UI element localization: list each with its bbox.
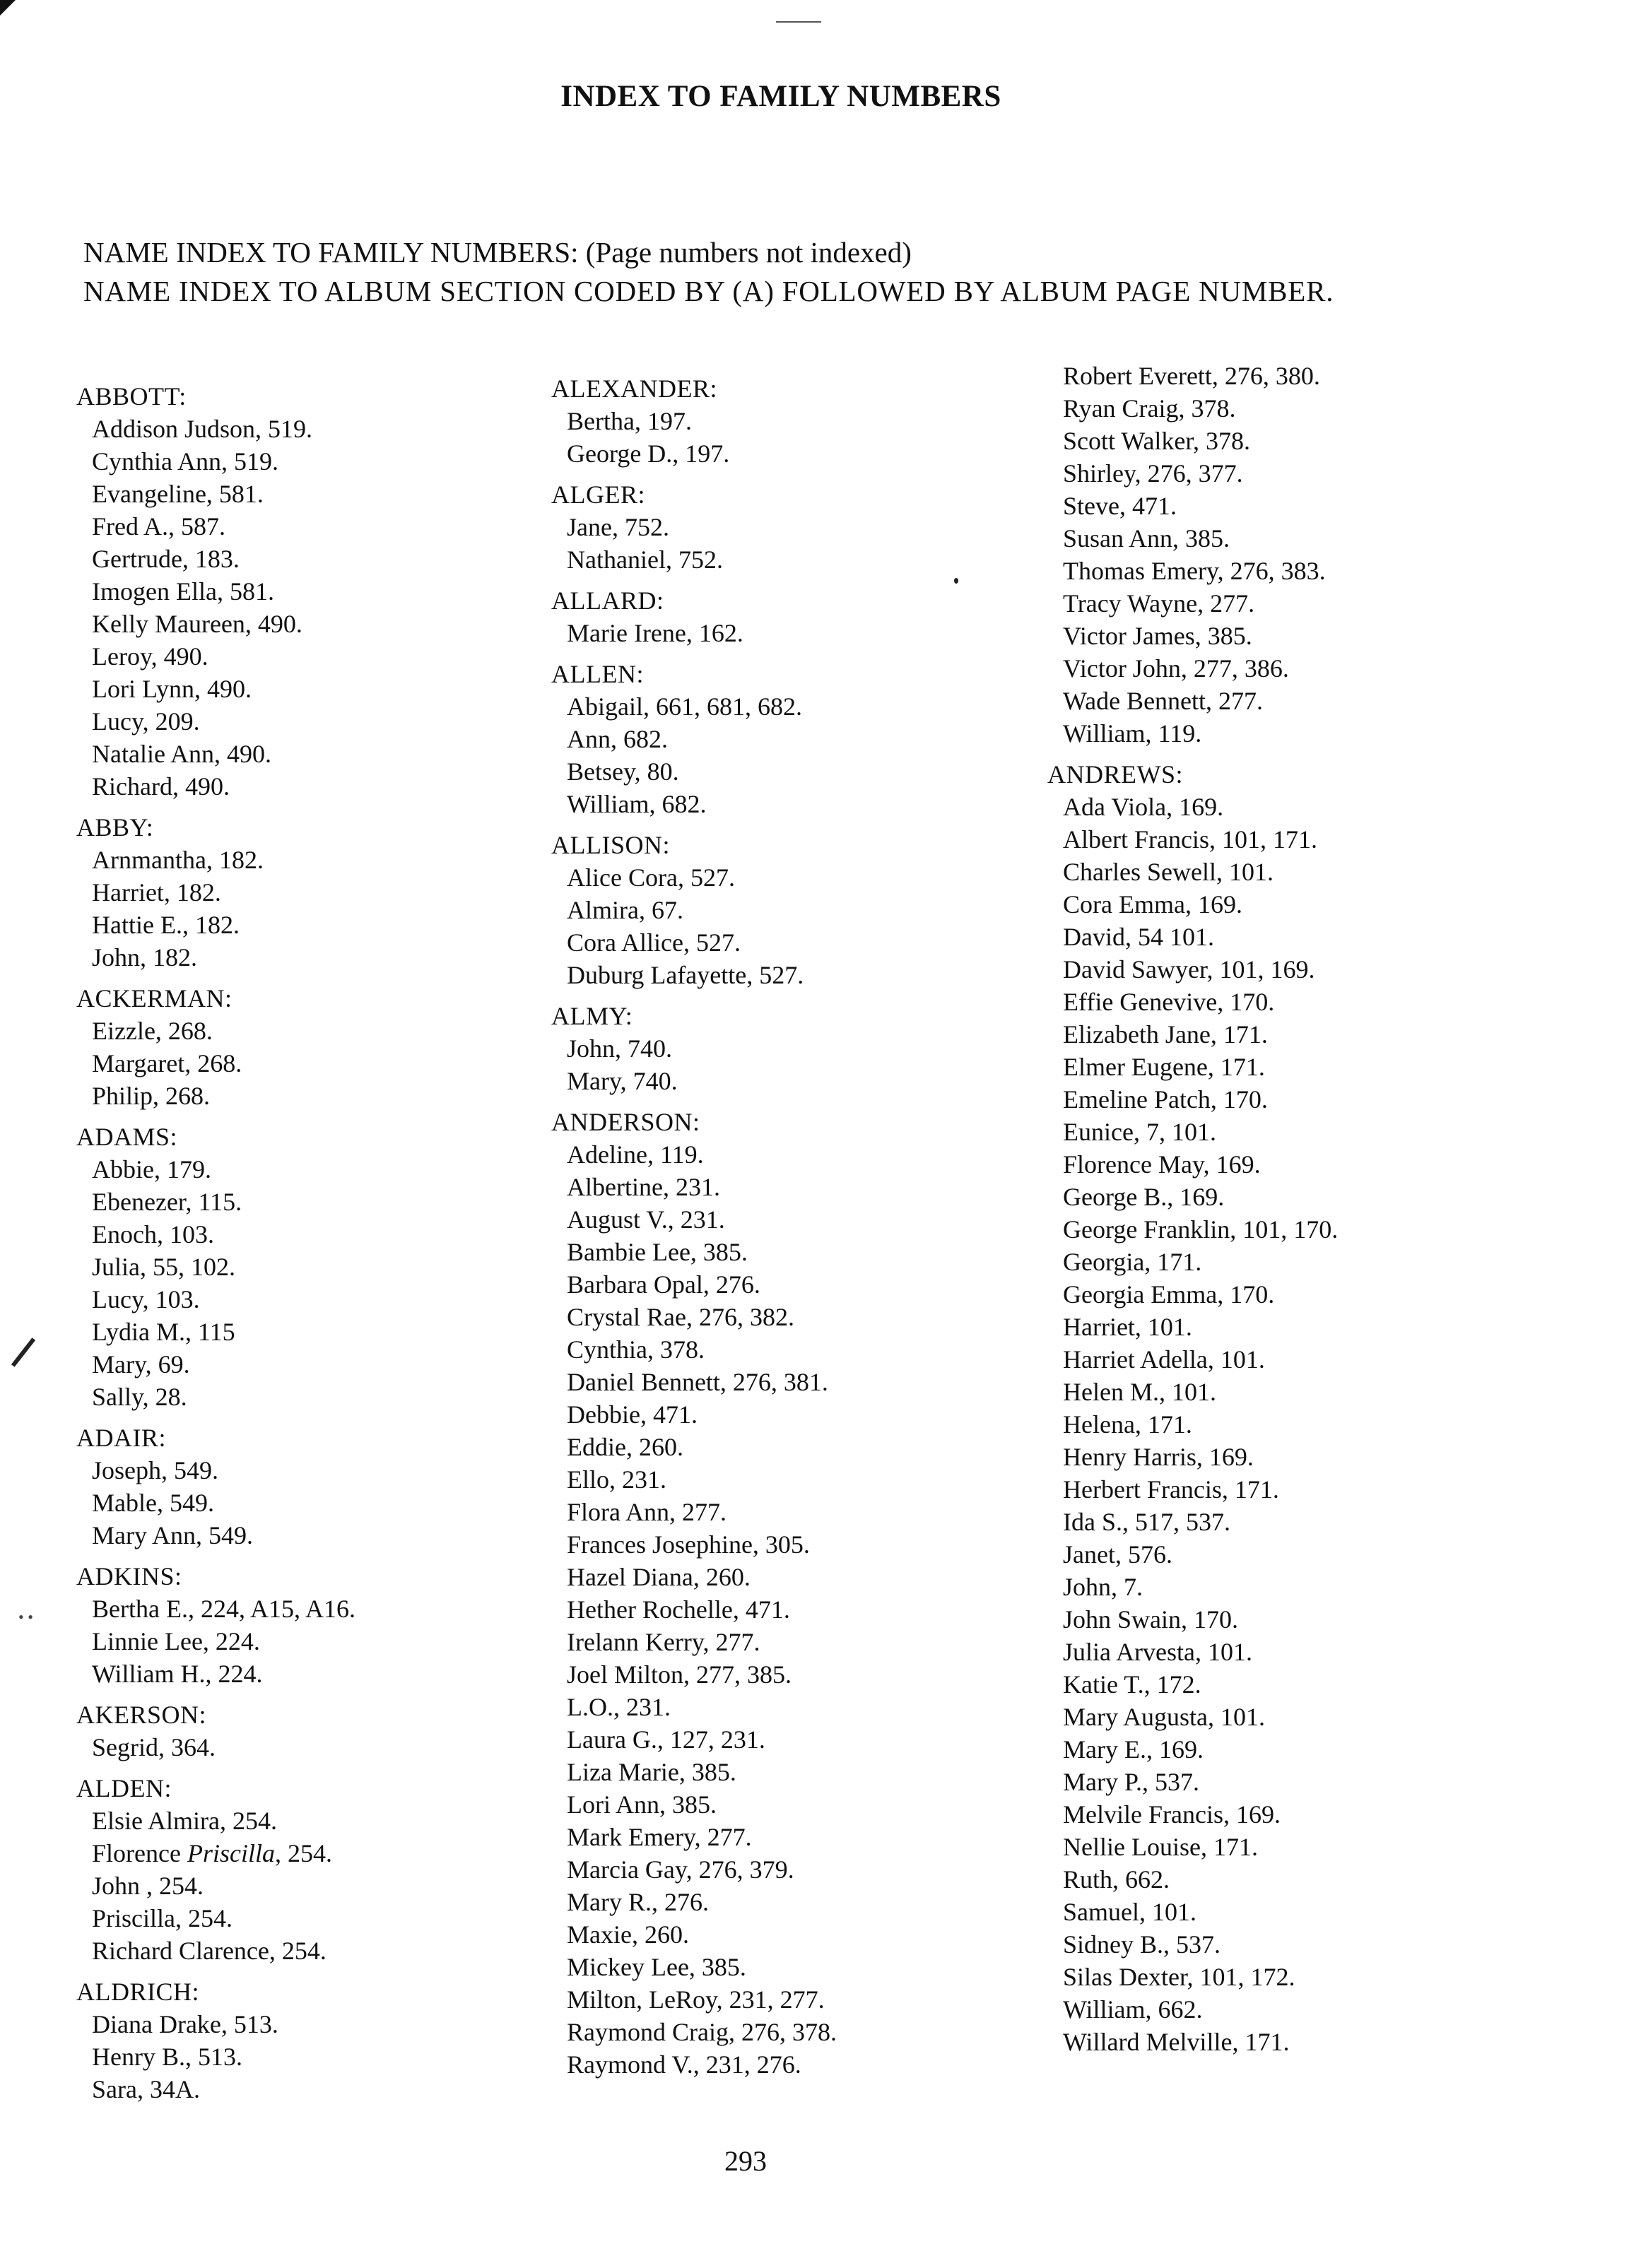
index-entry: John, 740. (567, 1034, 673, 1063)
index-entry: George D., 197. (567, 439, 730, 468)
surname-heading: ADAMS: (76, 1123, 178, 1151)
index-entry: William, 119. (1063, 719, 1202, 748)
index-entry: Abigail, 661, 681, 682. (567, 692, 802, 721)
index-entry: Irelann Kerry, 277. (567, 1628, 760, 1656)
index-intro (83, 233, 1334, 311)
index-entry: Daniel Bennett, 276, 381. (567, 1368, 828, 1396)
index-entry: Susan Ann, 385. (1063, 524, 1230, 553)
index-entry: Mary Ann, 549. (92, 1521, 253, 1549)
index-entry: Liza Marie, 385. (567, 1758, 736, 1786)
index-entry: Duburg Lafayette, 527. (567, 961, 804, 989)
index-entry: Almira, 67. (567, 896, 683, 924)
index-entry: Imogen Ella, 581. (92, 577, 274, 606)
index-entry: Milton, LeRoy, 231, 277. (567, 1985, 825, 2014)
surname-group (76, 1699, 355, 1764)
margin-dots: • • (18, 1608, 33, 1626)
index-entry: Bambie Lee, 385. (567, 1238, 748, 1266)
index-entry: Herbert Francis, 171. (1063, 1475, 1279, 1504)
surname-heading: ADKINS: (76, 1562, 182, 1590)
surname-heading: ALMY: (551, 1002, 633, 1030)
index-entry: Julia, 55, 102. (92, 1253, 235, 1281)
index-entry: Mary E., 169. (1063, 1735, 1204, 1764)
index-entry: Henry Harris, 169. (1063, 1443, 1254, 1471)
index-entry: Linnie Lee, 224. (92, 1627, 260, 1655)
index-entry: Lucy, 209. (92, 707, 200, 736)
index-entry: Betsey, 80. (567, 757, 679, 786)
scan-speck (954, 578, 958, 584)
surname-heading: ALLISON: (551, 831, 670, 859)
surname-heading: ANDREWS: (1047, 760, 1183, 789)
index-entry: Hattie E., 182. (92, 911, 240, 939)
index-entry: Bertha E., 224, A15, A16. (92, 1595, 355, 1623)
index-entry: Cora Emma, 169. (1063, 890, 1242, 919)
index-entry: Diana Drake, 513. (92, 2010, 278, 2038)
index-entry: Elsie Almira, 254. (92, 1807, 277, 1835)
index-entry: Ann, 682. (567, 725, 668, 753)
index-entry: Elmer Eugene, 171. (1063, 1053, 1265, 1081)
index-entry: John, 7. (1063, 1573, 1143, 1601)
index-entry: Ruth, 662. (1063, 1865, 1170, 1894)
index-entry: Florence May, 169. (1063, 1150, 1261, 1179)
index-entry: Helena, 171. (1063, 1410, 1192, 1439)
index-entry: Harriet Adella, 101. (1063, 1345, 1265, 1374)
scan-top-dash (776, 21, 821, 23)
surname-group (76, 1772, 355, 1967)
surname-heading: ABBY: (76, 813, 154, 841)
surname-group (76, 1560, 355, 1690)
surname-group (1047, 758, 1338, 2058)
index-entry: Ebenezer, 115. (92, 1188, 242, 1216)
index-entry: Leroy, 490. (92, 642, 208, 671)
surname-group (1047, 360, 1338, 750)
index-entry: Julia Arvesta, 101. (1063, 1638, 1252, 1666)
index-entry: John , 254. (92, 1872, 204, 1900)
index-entry: Eizzle, 268. (92, 1017, 213, 1045)
surname-group (76, 380, 355, 803)
index-entry: Margaret, 268. (92, 1049, 242, 1077)
index-entry: Sidney B., 537. (1063, 1930, 1221, 1959)
index-entry: Cora Allice, 527. (567, 928, 741, 957)
index-entry: Philip, 268. (92, 1082, 211, 1110)
index-entry: Harriet, 182. (92, 878, 221, 906)
page-title: INDEX TO FAMILY NUMBERS (560, 80, 1001, 113)
index-entry: Harriet, 101. (1063, 1313, 1192, 1341)
index-entry: Mickey Lee, 385. (567, 1953, 746, 1981)
scan-corner-mark (0, 0, 16, 16)
index-entry: Willard Melville, 171. (1063, 2028, 1290, 2056)
index-entry: Nellie Louise, 171. (1063, 1833, 1258, 1861)
index-entry: Fred A., 587. (92, 512, 225, 541)
index-entry: Richard Clarence, 254. (92, 1937, 327, 1965)
index-entry: Natalie Ann, 490. (92, 740, 271, 768)
surname-group (551, 1000, 837, 1097)
index-entry: Nathaniel, 752. (567, 545, 723, 574)
index-entry: John, 182. (92, 943, 198, 971)
index-entry: Cynthia Ann, 519. (92, 447, 279, 476)
index-entry: Adeline, 119. (567, 1140, 704, 1169)
index-entry: Mary R., 276. (567, 1888, 709, 1916)
surname-group (551, 372, 837, 470)
index-entry: Hether Rochelle, 471. (567, 1595, 790, 1624)
index-entry: Wade Bennett, 277. (1063, 687, 1264, 715)
index-entry: Marie Irene, 162. (567, 619, 743, 647)
index-entry: Addison Judson, 519. (92, 415, 313, 443)
index-entry: Frances Josephine, 305. (567, 1530, 810, 1559)
index-entry: Mary, 69. (92, 1350, 190, 1378)
index-entry: Abbie, 179. (92, 1155, 211, 1183)
surname-heading: ALDEN: (76, 1774, 172, 1802)
index-entry: Evangeline, 581. (92, 480, 264, 508)
index-column-2 (551, 372, 837, 2089)
index-entry: Tracy Wayne, 277. (1063, 589, 1255, 618)
index-entry: Victor James, 385. (1063, 622, 1252, 650)
index-entry: Thomas Emery, 276, 383. (1063, 557, 1326, 585)
index-entry: Eunice, 7, 101. (1063, 1118, 1216, 1146)
index-entry: Sally, 28. (92, 1383, 187, 1411)
index-entry: Lucy, 103. (92, 1285, 200, 1313)
surname-group (551, 829, 837, 991)
index-entry: Maxie, 260. (567, 1920, 689, 1949)
index-entry: Laura G., 127, 231. (567, 1725, 765, 1754)
index-entry: Joseph, 549. (92, 1456, 218, 1484)
index-entry: George Franklin, 101, 170. (1063, 1215, 1339, 1244)
index-entry: Georgia, 171. (1063, 1248, 1202, 1276)
index-entry: Crystal Rae, 276, 382. (567, 1303, 794, 1331)
index-entry: Eddie, 260. (567, 1433, 683, 1461)
index-entry: Elizabeth Jane, 171. (1063, 1020, 1268, 1049)
index-entry: George B., 169. (1063, 1183, 1225, 1211)
index-entry: August V., 231. (567, 1205, 725, 1234)
index-entry: Mable, 549. (92, 1489, 214, 1517)
index-entry: Albertine, 231. (567, 1173, 720, 1201)
index-entry: Lori Ann, 385. (567, 1790, 717, 1819)
index-entry: William, 682. (567, 790, 707, 818)
index-entry: Henry B., 513. (92, 2043, 242, 2071)
index-entry: Mary Augusta, 101. (1063, 1703, 1265, 1731)
surname-heading: ALGER: (551, 480, 645, 509)
surname-heading: ALLARD: (551, 586, 664, 615)
index-column-3 (1047, 360, 1338, 2067)
index-entry: Enoch, 103. (92, 1220, 214, 1248)
index-entry: David, 54 101. (1063, 923, 1214, 951)
index-entry: Jane, 752. (567, 513, 669, 541)
surname-group (551, 1106, 837, 2081)
index-entry: Ida S., 517, 537. (1063, 1508, 1230, 1536)
index-column-1 (76, 380, 355, 2114)
index-entry: Alice Cora, 527. (567, 863, 735, 892)
surname-group (551, 658, 837, 820)
index-entry: Victor John, 277, 386. (1063, 654, 1289, 683)
index-entry: Sara, 34A. (92, 2075, 200, 2103)
surname-heading: ADAIR: (76, 1424, 166, 1452)
surname-heading: ALEXANDER: (551, 374, 717, 403)
index-entry: Charles Sewell, 101. (1063, 858, 1274, 886)
index-entry: Lydia M., 115 (92, 1318, 235, 1346)
surname-group (551, 478, 837, 576)
surname-group (76, 982, 355, 1112)
index-entry: Kelly Maureen, 490. (92, 610, 302, 638)
index-entry: Gertrude, 183. (92, 545, 240, 573)
margin-pencil-mark (11, 1337, 35, 1367)
index-entry: Raymond Craig, 276, 378. (567, 2018, 837, 2046)
index-entry: Priscilla, 254. (92, 1904, 233, 1932)
surname-heading: ALDRICH: (76, 1978, 199, 2006)
index-entry: Flora Ann, 277. (567, 1498, 727, 1526)
index-entry: William H., 224. (92, 1660, 263, 1688)
index-entry: Mary, 740. (567, 1067, 678, 1095)
surname-heading: ACKERMAN: (76, 984, 233, 1012)
surname-heading: ALLEN: (551, 660, 644, 688)
surname-heading: ANDERSON: (551, 1108, 700, 1136)
index-entry: Barbara Opal, 276. (567, 1270, 760, 1299)
index-entry: Marcia Gay, 276, 379. (567, 1855, 794, 1884)
index-entry: Robert Everett, 276, 380. (1063, 362, 1320, 390)
index-entry: Georgia Emma, 170. (1063, 1280, 1275, 1309)
surname-group (76, 1121, 355, 1413)
index-entry: Effie Genevive, 170. (1063, 988, 1275, 1016)
index-entry: Janet, 576. (1063, 1540, 1172, 1569)
surname-heading: AKERSON: (76, 1701, 207, 1729)
index-entry: Melvile Francis, 169. (1063, 1800, 1281, 1829)
index-entry: Ada Viola, 169. (1063, 793, 1224, 821)
surname-heading: ABBOTT: (76, 382, 187, 411)
index-entry: Ryan Craig, 378. (1063, 394, 1236, 423)
index-entry: Debbie, 471. (567, 1400, 698, 1429)
surname-group (76, 1422, 355, 1552)
index-entry: Albert Francis, 101, 171. (1063, 825, 1317, 854)
index-entry: Silas Dexter, 101, 172. (1063, 1963, 1295, 1991)
intro-line: NAME INDEX TO FAMILY NUMBERS: (Page numbers not indexed) (83, 236, 912, 268)
surname-group (551, 584, 837, 649)
page-number: 293 (724, 2145, 767, 2177)
surname-group (76, 1975, 355, 2105)
index-entry: Samuel, 101. (1063, 1898, 1196, 1926)
index-entry: Hazel Diana, 260. (567, 1563, 751, 1591)
index-entry: Joel Milton, 277, 385. (567, 1660, 792, 1689)
index-entry: Ello, 231. (567, 1465, 666, 1494)
index-entry: William, 662. (1063, 1995, 1203, 2024)
index-entry: Arnmantha, 182. (92, 846, 264, 874)
index-entry: Richard, 490. (92, 772, 230, 801)
index-entry: Mark Emery, 277. (567, 1823, 752, 1851)
index-entry: David Sawyer, 101, 169. (1063, 955, 1315, 984)
index-entry: Shirley, 276, 377. (1063, 459, 1243, 488)
index-entry: John Swain, 170. (1063, 1605, 1239, 1634)
index-entry: Steve, 471. (1063, 492, 1177, 520)
index-entry: Segrid, 364. (92, 1733, 216, 1761)
surname-group (76, 811, 355, 974)
index-entry: Lori Lynn, 490. (92, 675, 252, 703)
index-entry: Scott Walker, 378. (1063, 427, 1250, 455)
index-entry: Emeline Patch, 170. (1063, 1085, 1268, 1114)
index-entry: Mary P., 537. (1063, 1768, 1200, 1796)
index-entry: Raymond V., 231, 276. (567, 2050, 801, 2079)
index-entry: Florence Priscilla, 254. (92, 1839, 332, 1867)
index-entry: Cynthia, 378. (567, 1335, 705, 1364)
index-entry: Helen M., 101. (1063, 1378, 1216, 1406)
index-entry: Bertha, 197. (567, 407, 692, 435)
index-entry: Katie T., 172. (1063, 1670, 1201, 1699)
index-entry: L.O., 231. (567, 1693, 671, 1721)
intro-line: NAME INDEX TO ALBUM SECTION CODED BY (A) FOLLOWED BY ALBUM PAGE NUMBER. (83, 275, 1334, 307)
